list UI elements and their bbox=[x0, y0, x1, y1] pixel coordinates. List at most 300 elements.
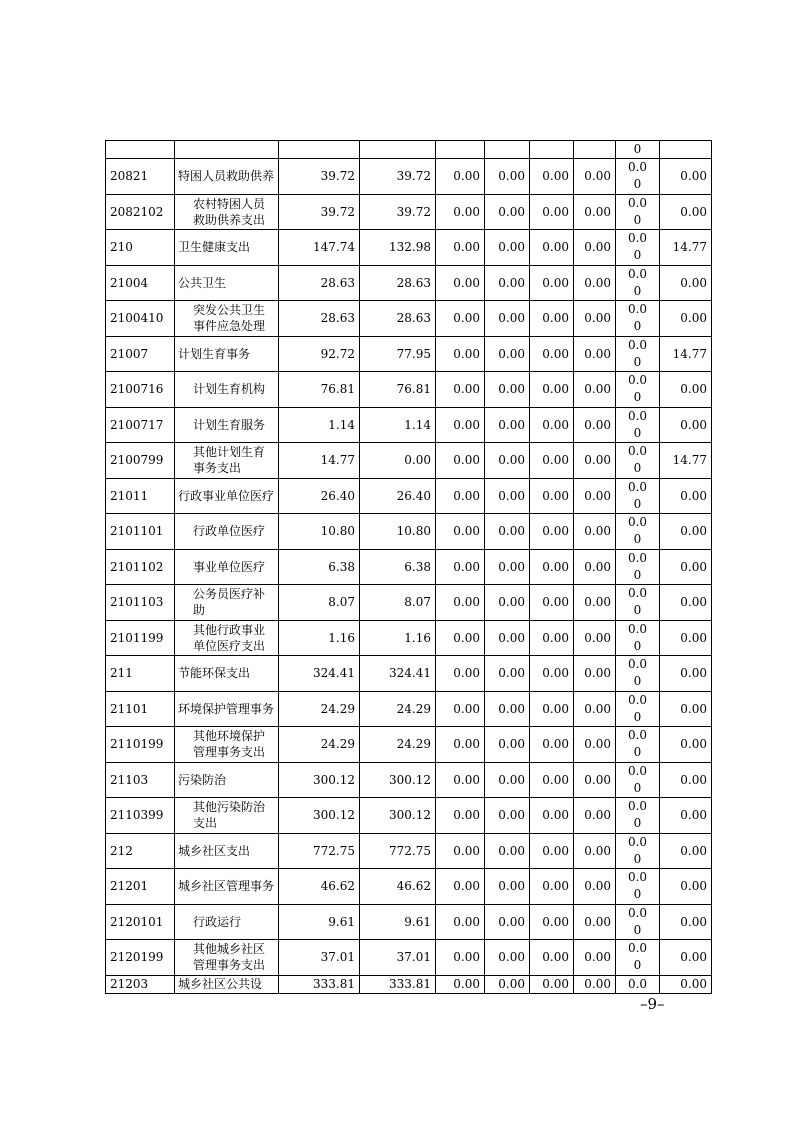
value-cell: 0.00 bbox=[574, 585, 616, 621]
item-code: 211 bbox=[106, 656, 175, 692]
value-part: 0.0 bbox=[627, 550, 648, 565]
value-cell: 0.00 bbox=[530, 585, 574, 621]
value-cell: 0.00 bbox=[574, 833, 616, 869]
value-part: 0 bbox=[633, 922, 642, 937]
value-cell-split bbox=[616, 194, 660, 230]
value-cell: 14.77 bbox=[660, 443, 712, 479]
value-cell: 333.81 bbox=[360, 975, 436, 993]
value-cell: 0.00 bbox=[574, 656, 616, 692]
value-cell: 0.00 bbox=[574, 904, 616, 940]
value-cell-split bbox=[616, 336, 660, 372]
value-cell: 0.00 bbox=[485, 514, 530, 550]
value-cell: 39.72 bbox=[279, 159, 360, 195]
value-cell: 300.12 bbox=[360, 798, 436, 834]
value-cell: 24.29 bbox=[279, 727, 360, 763]
value-cell-split bbox=[616, 478, 660, 514]
value-part: 0 bbox=[633, 887, 642, 902]
value-cell: 10.80 bbox=[360, 514, 436, 550]
value-cell: 0.00 bbox=[436, 407, 485, 443]
item-code: 21007 bbox=[106, 336, 175, 372]
value-cell: 0.00 bbox=[485, 691, 530, 727]
value-cell: 76.81 bbox=[279, 372, 360, 408]
value-cell: 0.00 bbox=[436, 443, 485, 479]
value-cell: 0.00 bbox=[530, 265, 574, 301]
value-cell: 0.00 bbox=[660, 975, 712, 993]
value-cell-split bbox=[616, 727, 660, 763]
value-cell-split bbox=[616, 443, 660, 479]
item-code: 21201 bbox=[106, 869, 175, 905]
value-part: 0 bbox=[633, 745, 642, 760]
value-part: 0 bbox=[633, 390, 642, 405]
value-cell: 300.12 bbox=[279, 798, 360, 834]
value-cell: 14.77 bbox=[660, 336, 712, 372]
value-cell-split bbox=[616, 904, 660, 940]
value-cell: 0.00 bbox=[660, 691, 712, 727]
item-code: 21103 bbox=[106, 762, 175, 798]
value-cell: 0.00 bbox=[436, 336, 485, 372]
value-cell: 0.00 bbox=[574, 159, 616, 195]
value-cell: 772.75 bbox=[360, 833, 436, 869]
item-name: 计划生育机构 bbox=[175, 372, 279, 408]
value-cell: 0.0 bbox=[616, 975, 660, 993]
value-part: 0.0 bbox=[627, 870, 648, 885]
table-row-partial bbox=[106, 975, 712, 993]
item-name: 城乡社区支出 bbox=[175, 833, 279, 869]
value-part: 0 bbox=[633, 354, 642, 369]
value-part: 0.0 bbox=[627, 195, 648, 210]
value-cell: 772.75 bbox=[279, 833, 360, 869]
value-cell: 0.00 bbox=[436, 514, 485, 550]
value-cell: 0.00 bbox=[660, 159, 712, 195]
value-part: 0 bbox=[633, 816, 642, 831]
value-cell: 0.00 bbox=[436, 691, 485, 727]
item-name: 其他计划生育事务支出 bbox=[175, 443, 279, 479]
item-name: 行政单位医疗 bbox=[175, 514, 279, 550]
value-cell: 0.00 bbox=[436, 301, 485, 337]
value-part: 0 bbox=[633, 567, 642, 582]
value-cell: 0.00 bbox=[660, 833, 712, 869]
item-code: 20821 bbox=[106, 159, 175, 195]
table-row bbox=[106, 159, 712, 195]
value-cell-split bbox=[616, 798, 660, 834]
value-cell: 0.00 bbox=[660, 301, 712, 337]
value-cell: 37.01 bbox=[279, 940, 360, 976]
table-cell bbox=[279, 141, 360, 159]
value-cell: 28.63 bbox=[360, 301, 436, 337]
item-name: 事业单位医疗 bbox=[175, 549, 279, 585]
value-part: 0.0 bbox=[627, 266, 648, 281]
item-name: 行政运行 bbox=[175, 904, 279, 940]
value-part: 0 bbox=[633, 851, 642, 866]
item-name: 计划生育事务 bbox=[175, 336, 279, 372]
value-cell-split bbox=[616, 265, 660, 301]
value-cell: 0.00 bbox=[485, 230, 530, 266]
value-cell: 0.00 bbox=[574, 620, 616, 656]
value-cell: 0.00 bbox=[530, 656, 574, 692]
value-cell: 0.00 bbox=[436, 620, 485, 656]
value-cell: 0.00 bbox=[485, 975, 530, 993]
value-cell: 92.72 bbox=[279, 336, 360, 372]
value-cell: 0.00 bbox=[660, 869, 712, 905]
value-cell: 24.29 bbox=[360, 691, 436, 727]
value-part: 0.0 bbox=[627, 834, 648, 849]
item-code: 2082102 bbox=[106, 194, 175, 230]
value-part: 0 bbox=[633, 603, 642, 618]
budget-table-container bbox=[105, 140, 711, 994]
item-code: 2101102 bbox=[106, 549, 175, 585]
table-row bbox=[106, 940, 712, 976]
value-cell: 0.00 bbox=[530, 691, 574, 727]
value-cell: 24.29 bbox=[360, 727, 436, 763]
value-cell-split bbox=[616, 230, 660, 266]
value-cell-split bbox=[616, 869, 660, 905]
item-name: 其他城乡社区管理事务支出 bbox=[175, 940, 279, 976]
value-cell-split bbox=[616, 549, 660, 585]
value-cell: 0.00 bbox=[660, 940, 712, 976]
value-cell: 0.00 bbox=[530, 336, 574, 372]
value-cell: 14.77 bbox=[279, 443, 360, 479]
value-cell: 0.00 bbox=[436, 975, 485, 993]
item-name: 计划生育服务 bbox=[175, 407, 279, 443]
table-row bbox=[106, 372, 712, 408]
value-part: 0.0 bbox=[627, 444, 648, 459]
value-cell: 0.00 bbox=[436, 265, 485, 301]
value-cell: 0.00 bbox=[530, 478, 574, 514]
value-cell: 0.00 bbox=[530, 230, 574, 266]
item-code: 21004 bbox=[106, 265, 175, 301]
value-cell: 0.00 bbox=[530, 975, 574, 993]
value-cell: 0.00 bbox=[574, 230, 616, 266]
table-row bbox=[106, 478, 712, 514]
value-cell: 0.00 bbox=[660, 478, 712, 514]
value-cell: 37.01 bbox=[360, 940, 436, 976]
value-cell: 0.00 bbox=[660, 762, 712, 798]
value-cell: 0.00 bbox=[574, 869, 616, 905]
value-part: 0 bbox=[633, 283, 642, 298]
value-cell-split bbox=[616, 372, 660, 408]
value-cell: 0.00 bbox=[660, 549, 712, 585]
value-cell: 0.00 bbox=[485, 265, 530, 301]
value-cell: 0.00 bbox=[530, 159, 574, 195]
value-cell: 0.00 bbox=[436, 230, 485, 266]
value-cell: 0.00 bbox=[530, 833, 574, 869]
item-name: 其他环境保护管理事务支出 bbox=[175, 727, 279, 763]
value-cell: 0.00 bbox=[574, 301, 616, 337]
value-cell: 46.62 bbox=[360, 869, 436, 905]
value-cell: 132.98 bbox=[360, 230, 436, 266]
value-cell: 0.00 bbox=[660, 514, 712, 550]
value-cell-split bbox=[616, 691, 660, 727]
value-cell: 10.80 bbox=[279, 514, 360, 550]
item-code: 2100799 bbox=[106, 443, 175, 479]
value-cell-split bbox=[616, 159, 660, 195]
value-cell: 28.63 bbox=[279, 265, 360, 301]
item-code: 2100717 bbox=[106, 407, 175, 443]
value-cell: 0.00 bbox=[574, 514, 616, 550]
table-cell: 0 bbox=[616, 141, 660, 159]
value-cell: 0.00 bbox=[485, 549, 530, 585]
value-cell: 0.00 bbox=[530, 940, 574, 976]
item-code: 21101 bbox=[106, 691, 175, 727]
value-cell: 0.00 bbox=[530, 514, 574, 550]
value-cell: 76.81 bbox=[360, 372, 436, 408]
value-cell: 9.61 bbox=[279, 904, 360, 940]
value-cell: 0.00 bbox=[530, 869, 574, 905]
value-cell: 0.00 bbox=[660, 727, 712, 763]
value-cell: 0.00 bbox=[485, 833, 530, 869]
value-cell: 0.00 bbox=[574, 194, 616, 230]
table-cell bbox=[660, 141, 712, 159]
value-cell-split bbox=[616, 762, 660, 798]
value-cell-split bbox=[616, 656, 660, 692]
value-cell: 324.41 bbox=[360, 656, 436, 692]
value-cell: 0.00 bbox=[485, 656, 530, 692]
item-code: 2101101 bbox=[106, 514, 175, 550]
value-cell: 0.00 bbox=[574, 975, 616, 993]
item-name: 卫生健康支出 bbox=[175, 230, 279, 266]
value-cell: 9.61 bbox=[360, 904, 436, 940]
value-cell: 0.00 bbox=[485, 159, 530, 195]
value-cell: 0.00 bbox=[436, 372, 485, 408]
item-code: 2110199 bbox=[106, 727, 175, 763]
page-number: –9– bbox=[640, 995, 665, 1013]
value-cell: 0.00 bbox=[574, 407, 616, 443]
item-code: 2110399 bbox=[106, 798, 175, 834]
value-cell: 1.14 bbox=[360, 407, 436, 443]
value-cell: 0.00 bbox=[485, 443, 530, 479]
value-cell: 0.00 bbox=[485, 585, 530, 621]
item-code: 2120101 bbox=[106, 904, 175, 940]
value-part: 0 bbox=[633, 780, 642, 795]
item-name: 农村特困人员救助供养支出 bbox=[175, 194, 279, 230]
table-row bbox=[106, 727, 712, 763]
value-cell: 0.00 bbox=[660, 585, 712, 621]
value-cell: 324.41 bbox=[279, 656, 360, 692]
value-cell: 6.38 bbox=[360, 549, 436, 585]
value-cell: 24.29 bbox=[279, 691, 360, 727]
value-cell: 0.00 bbox=[530, 372, 574, 408]
value-cell-split bbox=[616, 833, 660, 869]
item-name: 公务员医疗补助 bbox=[175, 585, 279, 621]
value-cell: 0.00 bbox=[660, 656, 712, 692]
value-cell: 0.00 bbox=[485, 869, 530, 905]
value-cell: 0.00 bbox=[485, 301, 530, 337]
value-part: 0.0 bbox=[627, 621, 648, 636]
value-part: 0.0 bbox=[627, 692, 648, 707]
value-cell: 300.12 bbox=[279, 762, 360, 798]
value-cell: 0.00 bbox=[485, 904, 530, 940]
value-cell: 0.00 bbox=[574, 762, 616, 798]
item-name: 行政事业单位医疗 bbox=[175, 478, 279, 514]
value-cell: 0.00 bbox=[436, 656, 485, 692]
value-part: 0.0 bbox=[627, 941, 648, 956]
table-row bbox=[106, 833, 712, 869]
value-part: 0.0 bbox=[627, 586, 648, 601]
value-part: 0.0 bbox=[627, 657, 648, 672]
value-cell-split bbox=[616, 620, 660, 656]
value-cell: 0.00 bbox=[436, 940, 485, 976]
item-code: 212 bbox=[106, 833, 175, 869]
value-cell: 0.00 bbox=[530, 407, 574, 443]
value-cell: 39.72 bbox=[279, 194, 360, 230]
value-part: 0 bbox=[633, 248, 642, 263]
value-cell: 0.00 bbox=[574, 478, 616, 514]
value-cell: 0.00 bbox=[485, 762, 530, 798]
table-cell bbox=[106, 141, 175, 159]
value-cell: 0.00 bbox=[530, 620, 574, 656]
value-part: 0 bbox=[633, 461, 642, 476]
value-part: 0.0 bbox=[627, 373, 648, 388]
value-cell: 0.00 bbox=[574, 798, 616, 834]
value-cell: 0.00 bbox=[436, 869, 485, 905]
item-name: 公共卫生 bbox=[175, 265, 279, 301]
value-cell: 0.00 bbox=[574, 372, 616, 408]
value-part: 0.0 bbox=[627, 337, 648, 352]
item-name: 节能环保支出 bbox=[175, 656, 279, 692]
value-cell: 1.16 bbox=[279, 620, 360, 656]
item-code: 21203 bbox=[106, 975, 175, 993]
item-code: 2120199 bbox=[106, 940, 175, 976]
value-cell: 0.00 bbox=[485, 798, 530, 834]
item-code: 2100716 bbox=[106, 372, 175, 408]
table-row bbox=[106, 443, 712, 479]
value-cell: 0.00 bbox=[530, 194, 574, 230]
value-cell: 0.00 bbox=[574, 549, 616, 585]
value-cell: 0.00 bbox=[530, 762, 574, 798]
value-cell: 0.00 bbox=[530, 798, 574, 834]
value-cell: 26.40 bbox=[279, 478, 360, 514]
item-name: 特困人员救助供养 bbox=[175, 159, 279, 195]
value-part: 0.0 bbox=[627, 479, 648, 494]
table-row bbox=[106, 691, 712, 727]
value-cell: 0.00 bbox=[436, 194, 485, 230]
item-code: 2100410 bbox=[106, 301, 175, 337]
item-name: 其他行政事业单位医疗支出 bbox=[175, 620, 279, 656]
value-part: 0.0 bbox=[627, 408, 648, 423]
table-row bbox=[106, 407, 712, 443]
value-cell: 39.72 bbox=[360, 194, 436, 230]
value-part: 0 bbox=[633, 958, 642, 973]
value-part: 0 bbox=[633, 319, 642, 334]
table-row bbox=[106, 514, 712, 550]
value-part: 0.0 bbox=[627, 302, 648, 317]
value-part: 0.0 bbox=[627, 728, 648, 743]
value-cell: 39.72 bbox=[360, 159, 436, 195]
table-cell bbox=[485, 141, 530, 159]
table-row bbox=[106, 585, 712, 621]
value-part: 0 bbox=[633, 177, 642, 192]
value-part: 0.0 bbox=[627, 160, 648, 175]
value-cell: 0.00 bbox=[574, 265, 616, 301]
value-part: 0.0 bbox=[627, 231, 648, 246]
value-cell: 0.00 bbox=[436, 833, 485, 869]
value-cell: 300.12 bbox=[360, 762, 436, 798]
value-cell: 0.00 bbox=[660, 407, 712, 443]
item-name: 环境保护管理事务 bbox=[175, 691, 279, 727]
item-code: 210 bbox=[106, 230, 175, 266]
value-cell: 0.00 bbox=[574, 691, 616, 727]
item-name: 城乡社区公共设 bbox=[175, 975, 279, 993]
table-row bbox=[106, 549, 712, 585]
value-cell: 0.00 bbox=[574, 727, 616, 763]
value-cell: 0.00 bbox=[660, 798, 712, 834]
value-cell: 0.00 bbox=[485, 336, 530, 372]
value-cell-split bbox=[616, 940, 660, 976]
value-cell: 6.38 bbox=[279, 549, 360, 585]
item-code: 2101103 bbox=[106, 585, 175, 621]
value-cell: 8.07 bbox=[279, 585, 360, 621]
value-cell: 14.77 bbox=[660, 230, 712, 266]
table-cell bbox=[436, 141, 485, 159]
table-row bbox=[106, 194, 712, 230]
value-cell: 0.00 bbox=[530, 549, 574, 585]
value-part: 0 bbox=[633, 532, 642, 547]
value-cell: 0.00 bbox=[660, 372, 712, 408]
value-cell: 0.00 bbox=[660, 904, 712, 940]
value-part: 0.0 bbox=[627, 763, 648, 778]
value-cell: 0.00 bbox=[436, 762, 485, 798]
value-part: 0 bbox=[633, 709, 642, 724]
value-cell: 0.00 bbox=[485, 940, 530, 976]
table-cell bbox=[360, 141, 436, 159]
table-row bbox=[106, 265, 712, 301]
table-row bbox=[106, 762, 712, 798]
value-cell: 0.00 bbox=[436, 549, 485, 585]
value-cell: 0.00 bbox=[436, 478, 485, 514]
value-part: 0 bbox=[633, 496, 642, 511]
value-cell: 1.14 bbox=[279, 407, 360, 443]
table-row bbox=[106, 656, 712, 692]
value-cell: 1.16 bbox=[360, 620, 436, 656]
value-cell: 0.00 bbox=[530, 301, 574, 337]
table-row bbox=[106, 336, 712, 372]
item-name: 城乡社区管理事务 bbox=[175, 869, 279, 905]
value-cell: 147.74 bbox=[279, 230, 360, 266]
table-row bbox=[106, 230, 712, 266]
value-cell-split bbox=[616, 514, 660, 550]
value-cell-split bbox=[616, 301, 660, 337]
value-cell: 0.00 bbox=[485, 478, 530, 514]
value-cell: 28.63 bbox=[360, 265, 436, 301]
value-part: 0 bbox=[633, 638, 642, 653]
value-cell: 0.00 bbox=[436, 727, 485, 763]
value-cell: 0.00 bbox=[485, 727, 530, 763]
value-cell: 77.95 bbox=[360, 336, 436, 372]
value-cell: 0.00 bbox=[530, 904, 574, 940]
value-part: 0 bbox=[633, 212, 642, 227]
value-cell: 0.00 bbox=[360, 443, 436, 479]
value-cell: 0.00 bbox=[574, 940, 616, 976]
table-cell bbox=[175, 141, 279, 159]
item-name: 其他污染防治支出 bbox=[175, 798, 279, 834]
value-cell: 0.00 bbox=[530, 727, 574, 763]
value-cell: 0.00 bbox=[436, 159, 485, 195]
table-cell bbox=[574, 141, 616, 159]
item-name: 突发公共卫生事件应急处理 bbox=[175, 301, 279, 337]
value-cell: 26.40 bbox=[360, 478, 436, 514]
value-part: 0.0 bbox=[627, 905, 648, 920]
value-cell: 46.62 bbox=[279, 869, 360, 905]
value-part: 0.0 bbox=[627, 799, 648, 814]
item-code: 2101199 bbox=[106, 620, 175, 656]
value-cell: 0.00 bbox=[485, 372, 530, 408]
value-cell: 28.63 bbox=[279, 301, 360, 337]
value-cell: 333.81 bbox=[279, 975, 360, 993]
value-cell: 0.00 bbox=[574, 336, 616, 372]
value-part: 0 bbox=[633, 674, 642, 689]
budget-table bbox=[105, 140, 712, 994]
value-cell: 8.07 bbox=[360, 585, 436, 621]
